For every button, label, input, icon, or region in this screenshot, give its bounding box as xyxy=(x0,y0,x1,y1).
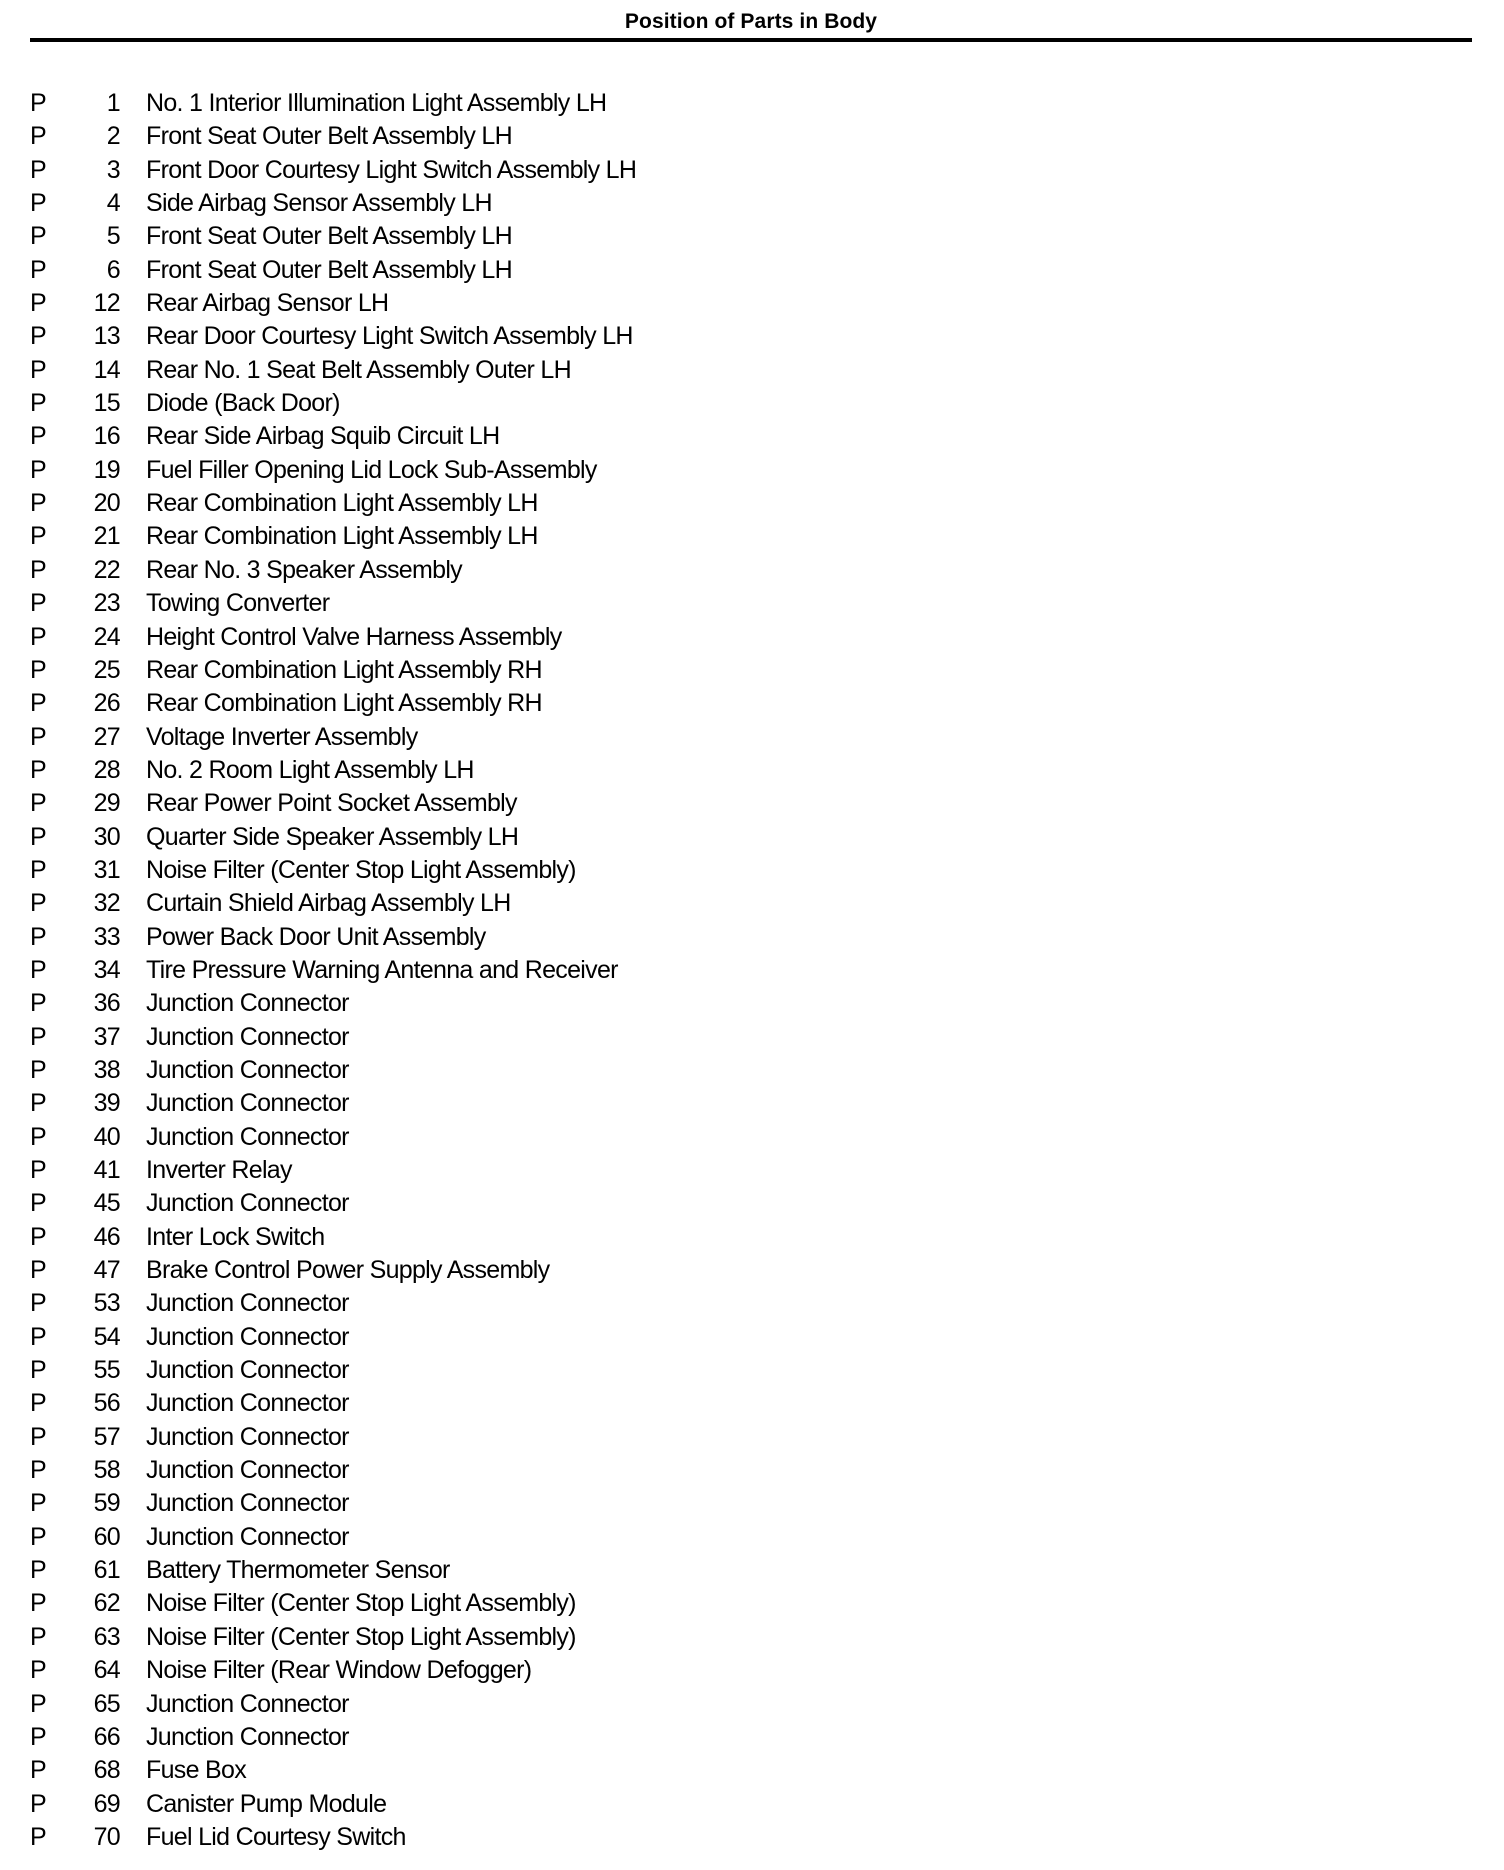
part-letter: P xyxy=(30,155,46,184)
part-letter: P xyxy=(30,455,46,484)
part-row xyxy=(30,87,636,120)
part-letter: P xyxy=(30,355,46,384)
part-name: Power Back Door Unit Assembly xyxy=(146,922,486,951)
part-row xyxy=(30,254,636,287)
part-number: 20 xyxy=(93,489,120,518)
part-name: Rear No. 3 Speaker Assembly xyxy=(146,555,462,584)
part-name: Junction Connector xyxy=(146,1422,349,1451)
part-letter: P xyxy=(30,1256,46,1285)
part-row xyxy=(30,1754,636,1787)
part-letter: P xyxy=(30,989,46,1018)
part-name: Rear Airbag Sensor LH xyxy=(146,289,389,318)
part-row xyxy=(30,420,636,453)
part-row xyxy=(30,320,636,353)
part-row xyxy=(30,1021,636,1054)
part-row xyxy=(30,120,636,153)
part-name: Inter Lock Switch xyxy=(146,1222,325,1251)
part-number: 36 xyxy=(93,989,120,1018)
part-letter: P xyxy=(30,1189,46,1218)
part-letter: P xyxy=(30,1122,46,1151)
part-row xyxy=(30,520,636,553)
part-name: Canister Pump Module xyxy=(146,1789,387,1818)
part-row xyxy=(30,1387,636,1420)
part-letter: P xyxy=(30,789,46,818)
part-number: 61 xyxy=(93,1556,120,1585)
part-letter: P xyxy=(30,1055,46,1084)
part-name: Junction Connector xyxy=(146,1289,349,1318)
part-letter: P xyxy=(30,722,46,751)
part-name: No. 2 Room Light Assembly LH xyxy=(146,755,474,784)
part-name: Noise Filter (Center Stop Light Assembly) xyxy=(146,1589,576,1618)
part-row xyxy=(30,220,636,253)
part-name: Rear Combination Light Assembly LH xyxy=(146,489,538,518)
part-number: 39 xyxy=(93,1089,120,1118)
part-number: 69 xyxy=(93,1789,120,1818)
part-name: Curtain Shield Airbag Assembly LH xyxy=(146,889,511,918)
part-letter: P xyxy=(30,255,46,284)
part-name: Front Seat Outer Belt Assembly LH xyxy=(146,255,512,284)
part-name: Junction Connector xyxy=(146,1689,349,1718)
part-letter: P xyxy=(30,522,46,551)
part-row xyxy=(30,1421,636,1454)
part-number: 40 xyxy=(93,1122,120,1151)
part-name: Junction Connector xyxy=(146,1122,349,1151)
part-name: Junction Connector xyxy=(146,1522,349,1551)
part-letter: P xyxy=(30,1089,46,1118)
part-number: 24 xyxy=(93,622,120,651)
part-letter: P xyxy=(30,1156,46,1184)
part-name: Quarter Side Speaker Assembly LH xyxy=(146,822,519,851)
part-name: Brake Control Power Supply Assembly xyxy=(146,1256,550,1285)
part-number: 47 xyxy=(93,1256,120,1285)
part-name: Junction Connector xyxy=(146,1022,349,1051)
part-number: 25 xyxy=(93,655,120,684)
part-number: 70 xyxy=(93,1822,120,1851)
part-name: Noise Filter (Center Stop Light Assembly) xyxy=(146,855,576,884)
part-number: 21 xyxy=(93,522,120,551)
part-number: 31 xyxy=(93,855,120,884)
part-letter: P xyxy=(30,222,46,251)
part-name: Inverter Relay xyxy=(146,1156,292,1184)
part-name: Front Seat Outer Belt Assembly LH xyxy=(146,222,512,251)
part-letter: P xyxy=(30,855,46,884)
part-row xyxy=(30,721,636,754)
part-letter: P xyxy=(30,1689,46,1718)
part-letter: P xyxy=(30,1456,46,1485)
part-row xyxy=(30,1121,636,1154)
part-name: Junction Connector xyxy=(146,1189,349,1218)
part-number: 27 xyxy=(93,722,120,751)
part-row xyxy=(30,921,636,954)
part-row xyxy=(30,1087,636,1120)
part-number: 64 xyxy=(93,1656,120,1685)
part-row xyxy=(30,1521,636,1554)
part-name: Front Seat Outer Belt Assembly LH xyxy=(146,122,512,151)
part-row xyxy=(30,487,636,520)
part-row xyxy=(30,821,636,854)
part-number: 66 xyxy=(93,1722,120,1751)
part-number: 6 xyxy=(106,255,120,284)
part-letter: P xyxy=(30,1289,46,1318)
part-row xyxy=(30,1487,636,1520)
part-letter: P xyxy=(30,422,46,451)
part-name: Front Door Courtesy Light Switch Assembly LH xyxy=(146,155,637,184)
part-letter: P xyxy=(30,1656,46,1685)
part-letter: P xyxy=(30,622,46,651)
part-number: 58 xyxy=(93,1456,120,1485)
part-number: 30 xyxy=(93,822,120,851)
part-row xyxy=(30,1587,636,1620)
part-name: Noise Filter (Rear Window Defogger) xyxy=(146,1656,532,1685)
part-name: Diode (Back Door) xyxy=(146,389,340,418)
part-number: 23 xyxy=(93,589,120,618)
part-number: 5 xyxy=(106,222,120,251)
part-letter: P xyxy=(30,689,46,718)
part-letter: P xyxy=(30,322,46,351)
part-number: 28 xyxy=(93,755,120,784)
part-row xyxy=(30,1821,636,1854)
part-letter: P xyxy=(30,889,46,918)
part-name: Junction Connector xyxy=(146,1456,349,1485)
part-row xyxy=(30,787,636,820)
part-number: 63 xyxy=(93,1622,120,1651)
part-name: Junction Connector xyxy=(146,1489,349,1518)
part-number: 56 xyxy=(93,1389,120,1418)
part-row xyxy=(30,1688,636,1721)
part-row xyxy=(30,587,636,620)
part-number: 34 xyxy=(93,955,120,984)
part-name: Junction Connector xyxy=(146,1389,349,1418)
part-name: Junction Connector xyxy=(146,1055,349,1084)
part-number: 26 xyxy=(93,689,120,718)
part-letter: P xyxy=(30,489,46,518)
part-number: 14 xyxy=(93,355,120,384)
part-number: 3 xyxy=(106,155,120,184)
part-letter: P xyxy=(30,1356,46,1385)
part-row xyxy=(30,1321,636,1354)
part-letter: P xyxy=(30,1822,46,1851)
part-name: Tire Pressure Warning Antenna and Receiver xyxy=(146,955,618,984)
part-name: Rear Combination Light Assembly RH xyxy=(146,655,542,684)
part-number: 68 xyxy=(93,1756,120,1785)
part-row xyxy=(30,454,636,487)
part-row xyxy=(30,954,636,987)
part-letter: P xyxy=(30,589,46,618)
part-name: Junction Connector xyxy=(146,1722,349,1751)
part-letter: P xyxy=(30,1756,46,1785)
part-name: Noise Filter (Center Stop Light Assembly) xyxy=(146,1622,576,1651)
part-name: Rear Combination Light Assembly LH xyxy=(146,522,538,551)
part-letter: P xyxy=(30,1389,46,1418)
part-name: Rear No. 1 Seat Belt Assembly Outer LH xyxy=(146,355,571,384)
part-name: Fuse Box xyxy=(146,1756,247,1785)
part-row xyxy=(30,1354,636,1387)
part-number: 22 xyxy=(93,555,120,584)
part-number: 15 xyxy=(93,389,120,418)
part-row xyxy=(30,1721,636,1754)
part-name: No. 1 Interior Illumination Light Assembly LH xyxy=(146,89,607,117)
part-number: 46 xyxy=(93,1222,120,1251)
page-header xyxy=(30,0,1472,42)
part-number: 16 xyxy=(93,422,120,451)
part-row xyxy=(30,687,636,720)
part-row xyxy=(30,1554,636,1587)
part-row xyxy=(30,887,636,920)
part-row xyxy=(30,1454,636,1487)
part-letter: P xyxy=(30,89,46,117)
part-number: 62 xyxy=(93,1589,120,1618)
part-row xyxy=(30,1287,636,1320)
part-letter: P xyxy=(30,1489,46,1518)
part-number: 13 xyxy=(93,322,120,351)
part-letter: P xyxy=(30,389,46,418)
part-row xyxy=(30,654,636,687)
part-row xyxy=(30,1654,636,1687)
part-name: Rear Combination Light Assembly RH xyxy=(146,689,542,718)
parts-list xyxy=(30,87,636,1854)
part-number: 29 xyxy=(93,789,120,818)
part-letter: P xyxy=(30,1222,46,1251)
part-row xyxy=(30,1254,636,1287)
part-name: Junction Connector xyxy=(146,1322,349,1351)
part-name: Rear Side Airbag Squib Circuit LH xyxy=(146,422,500,451)
part-name: Fuel Lid Courtesy Switch xyxy=(146,1822,406,1851)
part-name: Towing Converter xyxy=(146,589,330,618)
part-number: 1 xyxy=(106,89,120,117)
part-number: 59 xyxy=(93,1489,120,1518)
part-letter: P xyxy=(30,555,46,584)
part-letter: P xyxy=(30,122,46,151)
part-row xyxy=(30,154,636,187)
part-letter: P xyxy=(30,955,46,984)
part-row xyxy=(30,187,636,220)
part-row xyxy=(30,287,636,320)
part-number: 38 xyxy=(93,1055,120,1084)
part-letter: P xyxy=(30,1589,46,1618)
part-letter: P xyxy=(30,289,46,318)
part-letter: P xyxy=(30,1722,46,1751)
part-number: 33 xyxy=(93,922,120,951)
part-name: Rear Power Point Socket Assembly xyxy=(146,789,517,818)
part-row xyxy=(30,1621,636,1654)
part-letter: P xyxy=(30,755,46,784)
part-letter: P xyxy=(30,822,46,851)
part-name: Junction Connector xyxy=(146,1356,349,1385)
part-row xyxy=(30,387,636,420)
part-row xyxy=(30,1187,636,1220)
part-name: Voltage Inverter Assembly xyxy=(146,722,418,751)
part-name: Fuel Filler Opening Lid Lock Sub-Assembly xyxy=(146,455,597,484)
part-number: 45 xyxy=(93,1189,120,1218)
part-number: 2 xyxy=(106,122,120,151)
part-row xyxy=(30,1221,636,1254)
part-number: 19 xyxy=(93,455,120,484)
part-letter: P xyxy=(30,922,46,951)
part-name: Height Control Valve Harness Assembly xyxy=(146,622,562,651)
part-number: 41 xyxy=(93,1156,120,1184)
page-title: Position of Parts in Body xyxy=(624,10,878,33)
part-letter: P xyxy=(30,1322,46,1351)
part-number: 57 xyxy=(93,1422,120,1451)
part-name: Junction Connector xyxy=(146,1089,349,1118)
part-row xyxy=(30,1154,636,1187)
part-row xyxy=(30,987,636,1020)
part-number: 60 xyxy=(93,1522,120,1551)
part-letter: P xyxy=(30,1022,46,1051)
part-row xyxy=(30,854,636,887)
part-number: 12 xyxy=(93,289,120,318)
part-row xyxy=(30,621,636,654)
part-number: 4 xyxy=(106,189,120,218)
part-row xyxy=(30,354,636,387)
part-letter: P xyxy=(30,1622,46,1651)
part-name: Rear Door Courtesy Light Switch Assembly LH xyxy=(146,322,633,351)
part-number: 65 xyxy=(93,1689,120,1718)
part-letter: P xyxy=(30,1789,46,1818)
part-letter: P xyxy=(30,1522,46,1551)
part-number: 37 xyxy=(93,1022,120,1051)
part-name: Junction Connector xyxy=(146,989,349,1018)
part-row xyxy=(30,754,636,787)
part-number: 32 xyxy=(93,889,120,918)
part-letter: P xyxy=(30,189,46,218)
part-number: 54 xyxy=(93,1322,120,1351)
part-row xyxy=(30,1788,636,1821)
part-letter: P xyxy=(30,655,46,684)
part-name: Side Airbag Sensor Assembly LH xyxy=(146,189,492,218)
part-letter: P xyxy=(30,1556,46,1585)
part-number: 55 xyxy=(93,1356,120,1385)
part-name: Battery Thermometer Sensor xyxy=(146,1556,450,1585)
part-number: 53 xyxy=(93,1289,120,1318)
part-letter: P xyxy=(30,1422,46,1451)
part-row xyxy=(30,554,636,587)
part-row xyxy=(30,1054,636,1087)
